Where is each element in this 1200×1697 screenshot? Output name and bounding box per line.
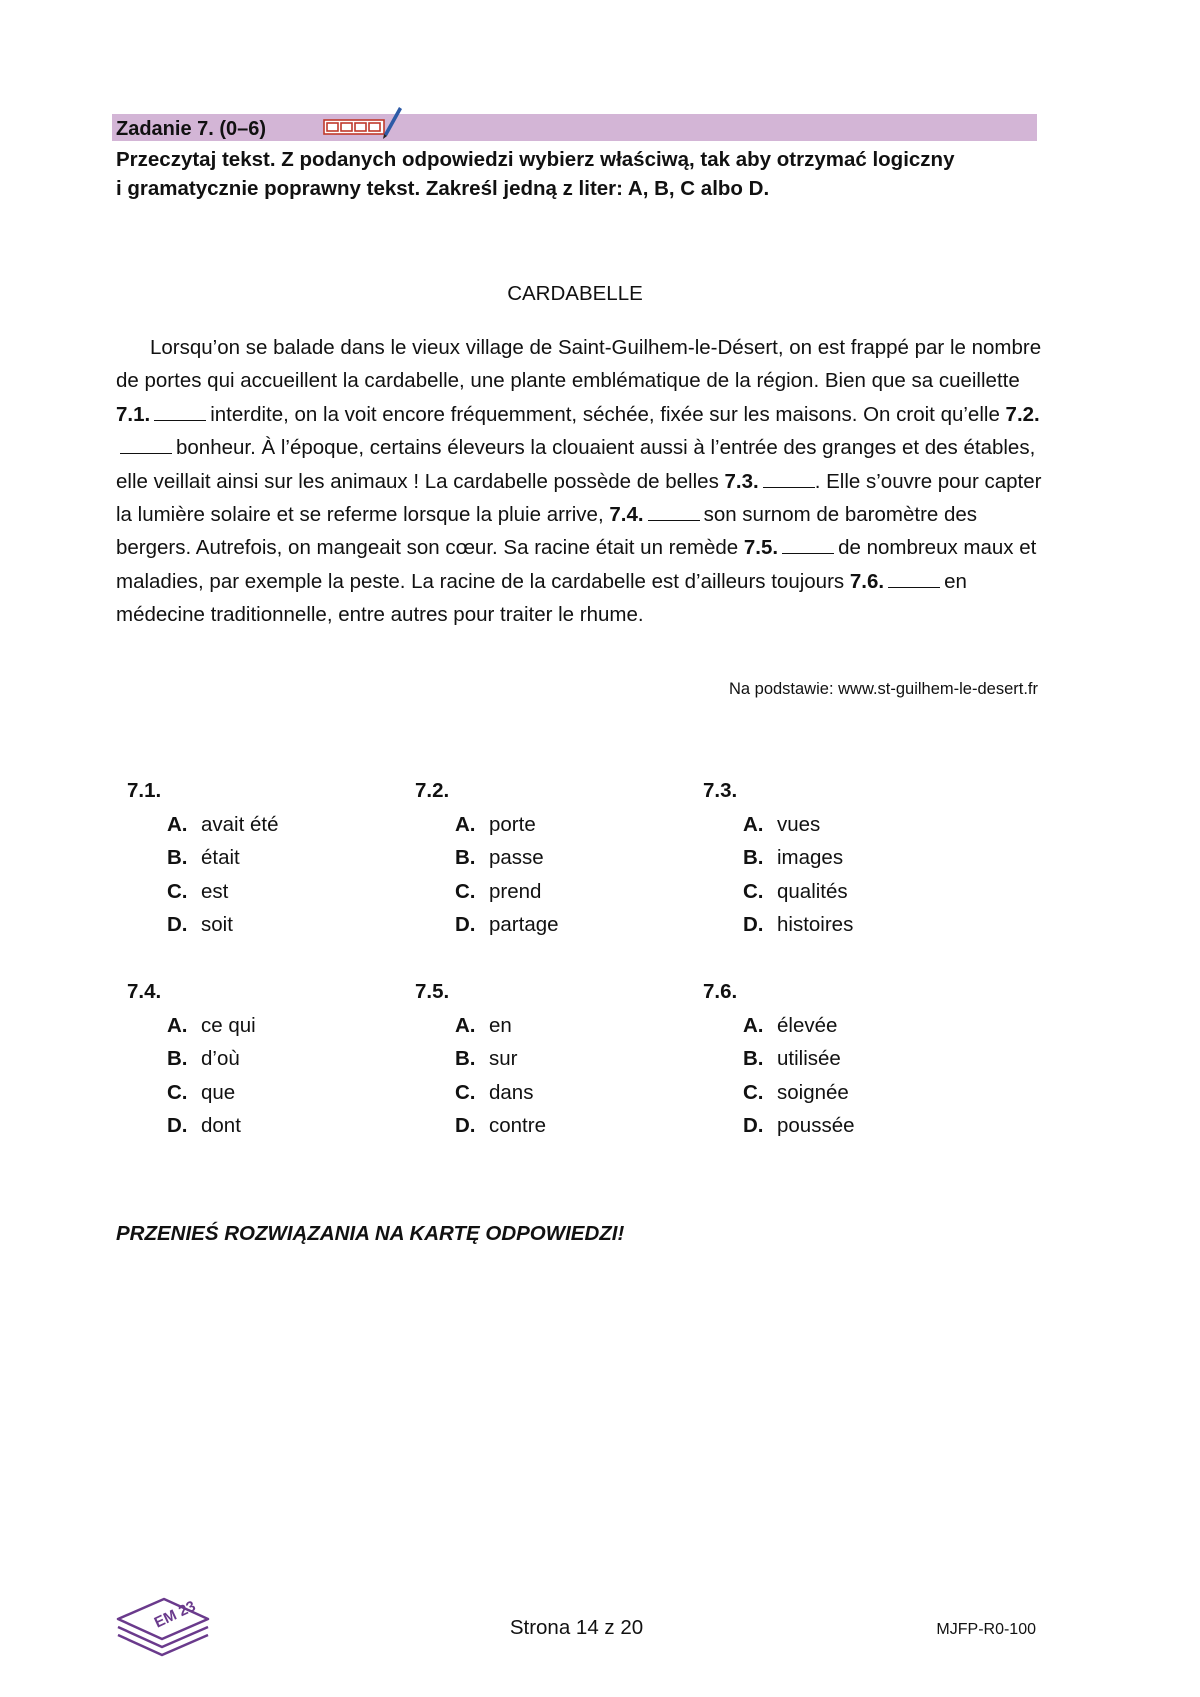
gap-label: 7.6. (849, 569, 885, 593)
question-number: 7.1. (127, 779, 162, 802)
answer-option[interactable] (703, 1109, 983, 1143)
option-text: passe (489, 846, 544, 869)
option-text: élevée (777, 1013, 838, 1037)
passage-text: son surnom de baromètre des bergers. Autrefois, on mangeait son cœur. Sa racine était un remède (116, 503, 978, 560)
option-letter: B. (743, 1047, 764, 1070)
option-text: sur (489, 1047, 518, 1070)
page-number: Strona 14 z 20 (509, 1616, 644, 1639)
option-text: partage (489, 913, 559, 936)
passage-text: bonheur. À l’époque, certains éleveurs la clouaient aussi à l’entrée des granges et des étables, elle veillait ainsi sur les animaux ! La cardabelle possède de belles (116, 436, 1036, 493)
instruction-line: Przeczytaj tekst. Z podanych odpowiedzi wybierz właściwą, tak aby otrzymać logiczny (116, 148, 955, 171)
option-letter: A. (167, 812, 188, 836)
option-letter: B. (743, 846, 764, 869)
passage-text: Lorsqu’on se balade dans le vieux village de Saint-Guilhem-le-Désert, on est frappé par le nombre de portes qui accueillent la cardabelle, une plante emblématique de la région. Bien que sa cueillette (116, 336, 1042, 393)
task-title: Zadanie 7. (0–6) (116, 118, 267, 140)
answer-option[interactable] (415, 908, 695, 942)
gap-blank (648, 504, 700, 521)
option-letter: A. (167, 1013, 188, 1037)
question-number: 7.6. (703, 980, 738, 1003)
option-text: avait été (201, 812, 279, 836)
answer-option[interactable] (703, 1009, 983, 1043)
option-text: vues (777, 812, 821, 836)
option-text: poussée (777, 1114, 855, 1137)
option-text: que (201, 1080, 236, 1104)
option-letter: C. (167, 1080, 188, 1104)
gap-blank (120, 437, 172, 454)
option-letter: C. (743, 879, 764, 903)
option-letter: B. (167, 1047, 188, 1070)
option-text: porte (489, 812, 536, 836)
answer-option[interactable] (415, 1042, 695, 1076)
option-text: est (201, 879, 229, 903)
answer-option[interactable] (127, 808, 407, 842)
option-letter: B. (455, 846, 476, 869)
reading-passage (116, 331, 1056, 632)
answer-option[interactable] (127, 875, 407, 909)
question-number: 7.2. (415, 779, 450, 802)
option-text: histoires (777, 913, 854, 936)
answer-option[interactable] (415, 808, 695, 842)
option-letter: C. (455, 1080, 476, 1104)
question-number: 7.5. (415, 980, 450, 1003)
question-7-6 (703, 975, 983, 1143)
option-letter: D. (743, 1114, 764, 1137)
answer-option[interactable] (127, 1042, 407, 1076)
answer-option[interactable] (703, 808, 983, 842)
question-number: 7.4. (127, 980, 162, 1003)
option-text: ce qui (201, 1013, 256, 1037)
answer-option[interactable] (415, 1109, 695, 1143)
task-instruction (116, 145, 1046, 203)
gap-label: 7.5. (743, 536, 779, 560)
question-7-2 (415, 774, 695, 942)
answer-option[interactable] (415, 1009, 695, 1043)
option-text: soignée (777, 1080, 849, 1104)
gap-label: 7.2. (1005, 402, 1040, 426)
option-letter: B. (167, 846, 188, 869)
logo-text: EM 23 (151, 1597, 199, 1632)
answer-option[interactable] (127, 1009, 407, 1043)
option-letter: D. (455, 913, 476, 936)
gap-label: 7.1. (116, 402, 151, 426)
option-letter: D. (167, 913, 188, 936)
answer-option[interactable] (703, 841, 983, 875)
passage-text: en médecine traditionnelle, entre autres pour traiter le rhume. (116, 569, 967, 627)
answer-option[interactable] (703, 1076, 983, 1110)
option-letter: C. (167, 879, 188, 903)
question-7-1 (127, 774, 407, 942)
text-title: CARDABELLE (507, 282, 643, 305)
transfer-answers-note: PRZENIEŚ ROZWIĄZANIA NA KARTĘ ODPOWIEDZI! (116, 1222, 625, 1245)
source-note: Na podstawie: www.st-guilhem-le-desert.fr (728, 680, 1038, 698)
passage-text: . Elle s’ouvre pour capter la lumière solaire et se referme lorsque la pluie arrive, (116, 469, 1042, 527)
passage-text: de nombreux maux et maladies, par exemple la peste. La racine de la cardabelle est d’ailleurs toujours (116, 536, 1037, 593)
question-7-4 (127, 975, 407, 1143)
answer-option[interactable] (127, 1109, 407, 1143)
answer-option[interactable] (415, 875, 695, 909)
question-7-3 (703, 774, 983, 942)
option-text: images (777, 846, 844, 869)
answer-option[interactable] (703, 908, 983, 942)
option-text: d’où (201, 1047, 240, 1070)
option-letter: D. (743, 913, 764, 936)
option-text: qualités (777, 879, 848, 903)
gap-label: 7.4. (609, 503, 644, 527)
option-text: dans (489, 1080, 534, 1104)
answer-option[interactable] (127, 908, 407, 942)
option-text: soit (201, 913, 233, 936)
answer-option[interactable] (703, 1042, 983, 1076)
passage-text: interdite, on la voit encore fréquemment, séchée, fixée sur les maisons. On croit qu’elle (210, 402, 1000, 426)
answer-option[interactable] (415, 841, 695, 875)
question-number: 7.3. (703, 779, 738, 802)
option-letter: A. (455, 812, 476, 836)
gap-blank (763, 471, 815, 488)
option-letter: D. (455, 1114, 476, 1137)
instruction-line: i gramatycznie poprawny tekst. Zakreśl jedną z liter: A, B, C albo D. (116, 177, 770, 200)
option-text: utilisée (777, 1047, 841, 1070)
option-text: contre (489, 1114, 546, 1137)
exam-code: MJFP-R0-100 (936, 1621, 1036, 1638)
gap-label: 7.3. (724, 469, 759, 493)
answer-option[interactable] (127, 841, 407, 875)
answer-option[interactable] (415, 1076, 695, 1110)
gap-blank (888, 571, 940, 588)
option-letter: A. (743, 1013, 764, 1037)
option-letter: D. (167, 1114, 188, 1137)
option-text: en (489, 1013, 512, 1037)
option-letter: A. (743, 812, 764, 836)
option-letter: A. (455, 1013, 476, 1037)
option-text: prend (489, 879, 542, 903)
gap-blank (782, 537, 834, 554)
option-letter: C. (743, 1080, 764, 1104)
answer-option[interactable] (127, 1076, 407, 1110)
option-text: dont (201, 1114, 241, 1137)
option-text: était (201, 846, 240, 869)
gap-blank (154, 404, 206, 421)
option-letter: C. (455, 879, 476, 903)
answer-option[interactable] (703, 875, 983, 909)
writing-task-icon (323, 104, 403, 140)
question-7-5 (415, 975, 695, 1143)
option-letter: B. (455, 1047, 476, 1070)
